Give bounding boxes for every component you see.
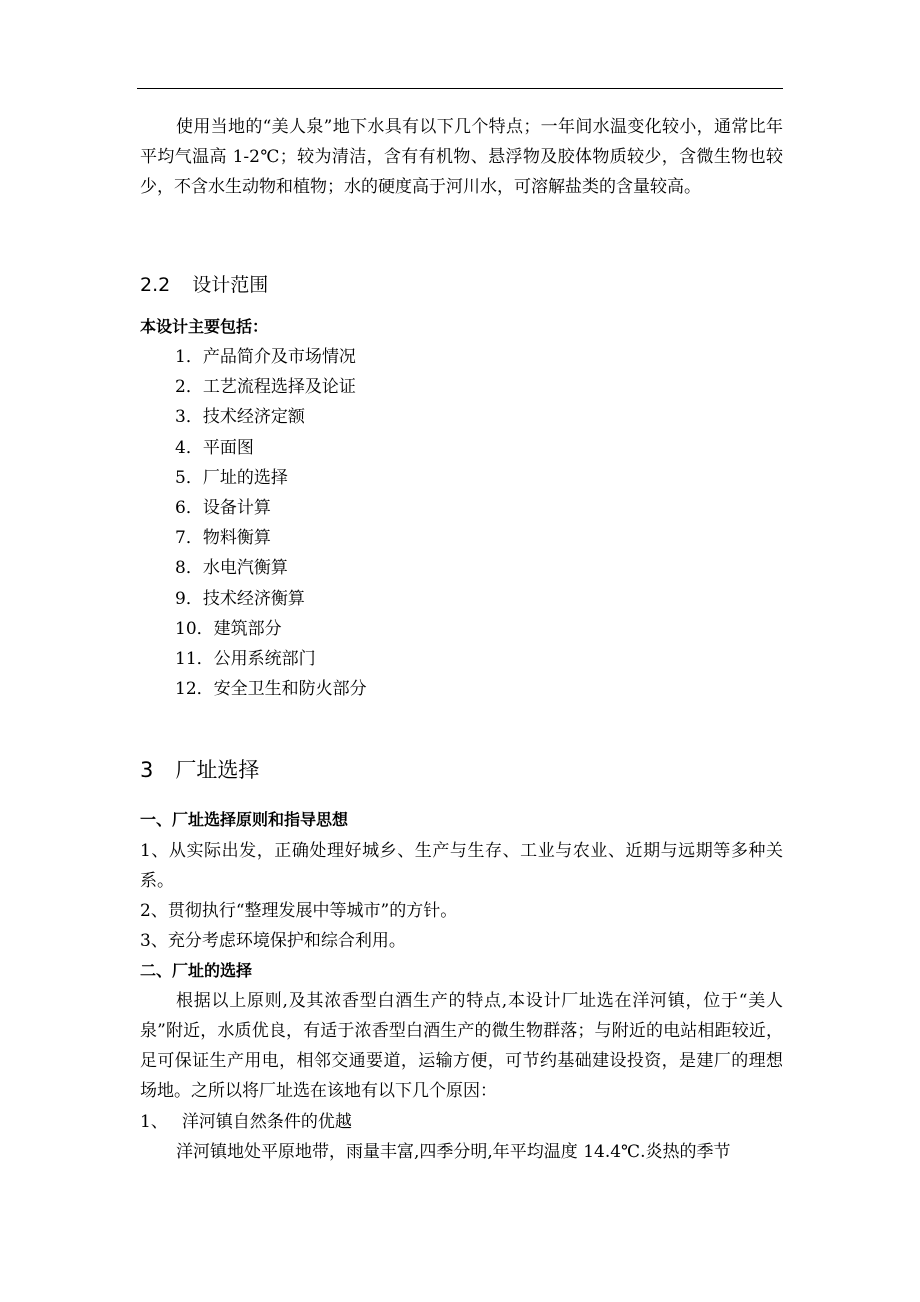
section-3-number: 3 (140, 758, 154, 782)
list-item: 3．技术经济定额 (175, 407, 305, 428)
section-2-2-title: 设计范围 (192, 274, 269, 296)
section-2-2-lead: 本设计主要包括： (140, 317, 269, 336)
subsection-heading (140, 1112, 352, 1132)
subsection-paragraph-text: 洋河镇地处平原地带，雨量丰富,四季分明,年平均温度 14.4℃.炎热的季节 (176, 1142, 731, 1162)
part-2-heading: 二、厂址的选择 (140, 961, 253, 980)
intro-paragraph-text: 使用当地的“美人泉”地下水具有以下几个特点；一年间水温变化较小，通常比年平均气温高 1-2℃；较为清洁，含有有机物、悬浮物及胶体物质较少，含微生物也较少，不含水生动物和植物；水的硬度高于河川水，可溶解盐类的含量较高。 (140, 117, 783, 197)
list-item: 10．建筑部分 (175, 618, 282, 639)
section-3-title: 厂址选择 (175, 758, 260, 782)
header-rule (137, 88, 783, 89)
principle-item: 3、充分考虑环境保护和综合利用。 (140, 931, 406, 951)
part-1-points (140, 836, 783, 956)
principle-item: 1、从实际出发，正确处理好城乡、生产与生存、工业与农业、近期与远期等多种关系。 (140, 841, 783, 891)
intro-paragraph (140, 112, 783, 202)
part-2-paragraph (140, 986, 783, 1106)
list-item: 2．工艺流程选择及论证 (175, 377, 356, 398)
list-item: 11．公用系统部门 (175, 649, 316, 670)
part-1-heading: 一、厂址选择原则和指导思想 (140, 810, 349, 829)
list-item: 1．产品简介及市场情况 (175, 347, 356, 367)
principle-item: 2、贯彻执行“整理发展中等城市”的方针。 (140, 901, 458, 921)
section-3-heading (140, 758, 259, 782)
list-item: 8．水电汽衡算 (175, 558, 288, 579)
list-item: 9．技术经济衡算 (175, 588, 305, 609)
list-item: 7．物料衡算 (175, 528, 271, 549)
subsection-title: 洋河镇自然条件的优越 (181, 1112, 352, 1132)
list-item: 5．厂址的选择 (175, 467, 288, 488)
section-2-2-number: 2.2 (140, 274, 171, 296)
list-item: 6．设备计算 (175, 498, 271, 519)
subsection-paragraph (140, 1137, 783, 1167)
subsection-number: 1、 (140, 1112, 168, 1132)
part-2-paragraph-text: 根据以上原则,及其浓香型白酒生产的特点,本设计厂址选在洋河镇，位于“美人泉”附近，水质优良，有适于浓香型白酒生产的微生物群落；与附近的电站相距较近，足可保证生产用电，相邻交通要道，运输方便，可节约基础建设投资，是建厂的理想场地。之所以将厂址选在该地有以下几个原因： (140, 991, 783, 1101)
design-scope-list (175, 342, 367, 704)
section-2-2-heading (140, 275, 268, 295)
list-item: 12．安全卫生和防火部分 (175, 679, 367, 700)
list-item: 4．平面图 (175, 437, 254, 458)
